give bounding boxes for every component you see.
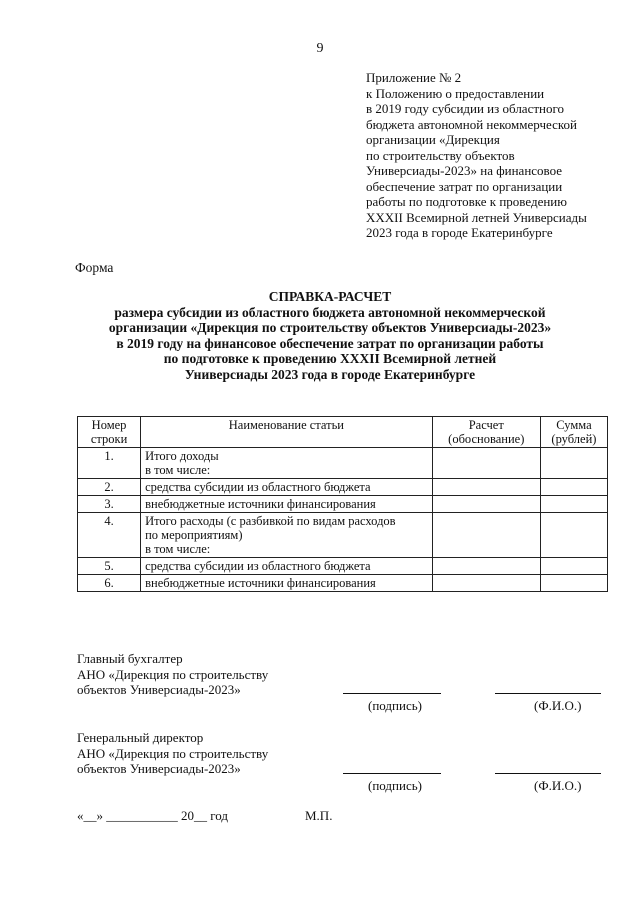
table-row — [78, 479, 608, 496]
row-number: 4. — [78, 513, 141, 558]
signature-caption: (подпись) — [368, 698, 422, 713]
title-line: по подготовке к проведению XXXII Всемирной летней — [163, 351, 497, 366]
title-line: организации «Дирекция по строительству объектов Универсиады-2023» — [108, 320, 552, 335]
row-calculation-cell[interactable] — [432, 575, 540, 592]
row-number: 5. — [78, 558, 141, 575]
row-text: внебюджетные источники финансирования — [145, 576, 376, 590]
row-item-name — [141, 513, 433, 558]
row-sum-cell[interactable] — [540, 575, 607, 592]
chief-accountant-block — [77, 651, 268, 698]
appendix-line: организации «Дирекция — [366, 132, 500, 147]
row-sum-cell[interactable] — [540, 479, 607, 496]
appendix-line: обеспечение затрат по организации — [366, 178, 563, 194]
row-item-name — [141, 496, 433, 513]
header-text: Сумма — [556, 418, 592, 432]
row-text: Итого расходы (с разбивкой по видам расходов — [145, 514, 396, 528]
header-calculation — [432, 417, 540, 448]
row-number: 2. — [78, 479, 141, 496]
appendix-line: в 2019 году субсидии из областного — [366, 101, 564, 116]
header-item-name — [141, 417, 433, 448]
row-text: средства субсидии из областного бюджета — [145, 559, 371, 573]
signer-title-line: объектов Универсиады-2023» — [77, 761, 241, 776]
row-text: в том числе: — [145, 463, 211, 477]
table-row — [78, 513, 608, 558]
full-name-line[interactable] — [495, 693, 601, 694]
row-number: 3. — [78, 496, 141, 513]
row-item-name — [141, 479, 433, 496]
full-name-caption: (Ф.И.О.) — [534, 778, 582, 793]
signature-caption: (подпись) — [368, 778, 422, 793]
row-text: средства субсидии из областного бюджета — [145, 480, 371, 494]
appendix-line: работы по подготовке к проведению — [366, 194, 567, 209]
signer-title-line: Главный бухгалтер — [77, 651, 183, 666]
row-text: Итого доходы — [145, 449, 219, 463]
appendix-line: Универсиады-2023» на финансовое — [366, 163, 563, 178]
appendix-line: XXXII Всемирной летней Универсиады — [366, 209, 587, 225]
title-line: размера субсидии из областного бюджета автономной некоммерческой — [114, 304, 546, 320]
row-item-name — [141, 575, 433, 592]
document-title — [0, 289, 640, 382]
signer-title-line: объектов Универсиады-2023» — [77, 682, 241, 697]
table-row — [78, 558, 608, 575]
signature-line[interactable] — [343, 773, 441, 774]
row-calculation-cell[interactable] — [432, 513, 540, 558]
header-row-number — [78, 417, 141, 448]
title-line: СПРАВКА-РАСЧЕТ — [268, 289, 392, 304]
row-number: 1. — [78, 448, 141, 479]
table-row — [78, 448, 608, 479]
full-name-caption: (Ф.И.О.) — [534, 698, 582, 713]
page-number: 9 — [316, 41, 324, 56]
row-calculation-cell[interactable] — [432, 479, 540, 496]
row-sum-cell[interactable] — [540, 448, 607, 479]
row-sum-cell[interactable] — [540, 496, 607, 513]
appendix-note — [366, 70, 626, 241]
row-text: внебюджетные источники финансирования — [145, 497, 376, 511]
title-line: Универсиады 2023 года в городе Екатеринбурге — [184, 366, 476, 382]
row-text: по мероприятиям) — [145, 528, 243, 542]
header-text: Номер — [91, 418, 127, 432]
row-text: в том числе: — [145, 542, 211, 556]
row-number: 6. — [78, 575, 141, 592]
signature-line[interactable] — [343, 693, 441, 694]
appendix-line: 2023 года в городе Екатеринбурге — [366, 225, 553, 240]
header-text: (обоснование) — [448, 432, 525, 446]
appendix-line: по строительству объектов — [366, 147, 515, 163]
row-sum-cell[interactable] — [540, 558, 607, 575]
row-item-name — [141, 448, 433, 479]
appendix-line: к Положению о предоставлении — [366, 85, 545, 101]
row-item-name — [141, 558, 433, 575]
date-field[interactable]: «__» ___________ 20__ год — [77, 808, 228, 823]
stamp-place: М.П. — [305, 808, 333, 823]
signer-title-line: Генеральный директор — [77, 730, 204, 745]
row-calculation-cell[interactable] — [432, 448, 540, 479]
signer-title-line: АНО «Дирекция по строительству — [77, 745, 269, 761]
header-sum — [540, 417, 607, 448]
title-line: в 2019 году на финансовое обеспечение затрат по организации работы — [116, 335, 544, 351]
appendix-line: Приложение № 2 — [366, 70, 462, 85]
row-calculation-cell[interactable] — [432, 558, 540, 575]
calculation-table — [77, 416, 608, 592]
table-header-row — [78, 417, 608, 448]
header-text: строки — [90, 432, 128, 446]
header-text: Расчет — [468, 418, 504, 432]
table-row — [78, 575, 608, 592]
full-name-line[interactable] — [495, 773, 601, 774]
director-block — [77, 730, 268, 777]
header-text: (рублей) — [551, 432, 597, 446]
signer-title-line: АНО «Дирекция по строительству — [77, 666, 269, 682]
row-sum-cell[interactable] — [540, 513, 607, 558]
row-calculation-cell[interactable] — [432, 496, 540, 513]
table-row — [78, 496, 608, 513]
header-text: Наименование статьи — [228, 418, 344, 432]
appendix-line: бюджета автономной некоммерческой — [366, 116, 577, 132]
form-label: Форма — [75, 260, 114, 275]
